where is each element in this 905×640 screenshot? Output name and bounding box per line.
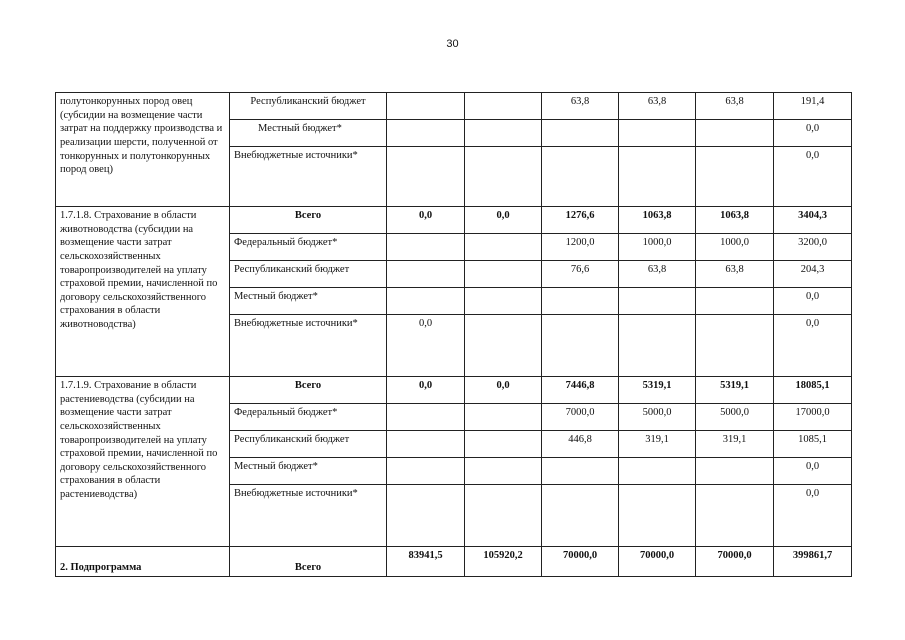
item-description: 1.7.1.8. Страхование в области животноводства (субсидии на возмещение части затрат сельскохозяйственных товаропроизводителей на уплату страховой премии, начисленной по договору сельскохозяйственного страхования в области животноводства) bbox=[56, 207, 230, 377]
funding-source: Внебюджетные источники* bbox=[230, 147, 387, 207]
value-cell: 70000,0 bbox=[542, 547, 619, 577]
funding-source: Федеральный бюджет* bbox=[230, 234, 387, 261]
table-row bbox=[56, 93, 852, 120]
value-cell bbox=[387, 431, 465, 458]
value-cell bbox=[542, 288, 619, 315]
value-cell: 5319,1 bbox=[619, 377, 696, 404]
value-cell bbox=[696, 147, 774, 207]
funding-source: Местный бюджет* bbox=[230, 288, 387, 315]
total-cell: 0,0 bbox=[774, 288, 852, 315]
value-cell: 0,0 bbox=[387, 377, 465, 404]
value-cell: 446,8 bbox=[542, 431, 619, 458]
value-cell bbox=[465, 404, 542, 431]
value-cell bbox=[696, 120, 774, 147]
value-cell: 1063,8 bbox=[619, 207, 696, 234]
item-description: 1.7.1.9. Страхование в области растениеводства (субсидии на возмещение части затрат сельскохозяйственных товаропроизводителей на уплату страховой премии, начисленной по договору сельскохозяйственного страхования в области растениеводства) bbox=[56, 377, 230, 547]
total-cell: 204,3 bbox=[774, 261, 852, 288]
value-cell: 63,8 bbox=[542, 93, 619, 120]
item-description: полутонкорунных пород овец (субсидии на возмещение части затрат на поддержку производства и реализации шерсти, полученной от тонкорунных и полутонкорунных пород овец) bbox=[56, 93, 230, 207]
value-cell bbox=[619, 147, 696, 207]
value-cell: 1000,0 bbox=[696, 234, 774, 261]
value-cell bbox=[542, 120, 619, 147]
total-cell: 18085,1 bbox=[774, 377, 852, 404]
total-cell: 191,4 bbox=[774, 93, 852, 120]
value-cell bbox=[696, 485, 774, 547]
value-cell: 63,8 bbox=[619, 261, 696, 288]
funding-source: Внебюджетные источники* bbox=[230, 485, 387, 547]
total-cell: 0,0 bbox=[774, 485, 852, 547]
funding-source: Местный бюджет* bbox=[230, 120, 387, 147]
value-cell bbox=[387, 261, 465, 288]
value-cell bbox=[387, 120, 465, 147]
value-cell bbox=[696, 315, 774, 377]
value-cell bbox=[465, 261, 542, 288]
value-cell bbox=[465, 93, 542, 120]
funding-source: Всего bbox=[230, 207, 387, 234]
value-cell: 1000,0 bbox=[619, 234, 696, 261]
table-row bbox=[56, 377, 852, 404]
value-cell bbox=[465, 485, 542, 547]
total-cell: 399861,7 bbox=[774, 547, 852, 577]
funding-source: Внебюджетные источники* bbox=[230, 315, 387, 377]
value-cell bbox=[387, 147, 465, 207]
funding-source: Всего bbox=[230, 547, 387, 577]
value-cell bbox=[465, 431, 542, 458]
value-cell: 70000,0 bbox=[696, 547, 774, 577]
total-cell: 0,0 bbox=[774, 458, 852, 485]
value-cell bbox=[465, 458, 542, 485]
value-cell bbox=[465, 120, 542, 147]
budget-table bbox=[55, 92, 852, 577]
value-cell bbox=[465, 234, 542, 261]
total-cell: 3404,3 bbox=[774, 207, 852, 234]
value-cell bbox=[696, 458, 774, 485]
funding-source: Республиканский бюджет bbox=[230, 431, 387, 458]
value-cell bbox=[619, 120, 696, 147]
value-cell: 319,1 bbox=[619, 431, 696, 458]
value-cell: 5000,0 bbox=[696, 404, 774, 431]
table-row bbox=[56, 207, 852, 234]
value-cell bbox=[619, 485, 696, 547]
value-cell: 1063,8 bbox=[696, 207, 774, 234]
value-cell: 7000,0 bbox=[542, 404, 619, 431]
value-cell bbox=[542, 315, 619, 377]
value-cell bbox=[619, 288, 696, 315]
value-cell: 0,0 bbox=[465, 207, 542, 234]
value-cell bbox=[542, 147, 619, 207]
value-cell bbox=[387, 404, 465, 431]
value-cell: 0,0 bbox=[387, 315, 465, 377]
total-cell: 0,0 bbox=[774, 147, 852, 207]
value-cell bbox=[465, 288, 542, 315]
value-cell: 105920,2 bbox=[465, 547, 542, 577]
value-cell bbox=[619, 315, 696, 377]
funding-source: Республиканский бюджет bbox=[230, 93, 387, 120]
funding-source: Федеральный бюджет* bbox=[230, 404, 387, 431]
total-cell: 17000,0 bbox=[774, 404, 852, 431]
value-cell: 0,0 bbox=[465, 377, 542, 404]
value-cell bbox=[619, 458, 696, 485]
funding-source: Республиканский бюджет bbox=[230, 261, 387, 288]
value-cell: 76,6 bbox=[542, 261, 619, 288]
value-cell bbox=[387, 234, 465, 261]
value-cell bbox=[696, 288, 774, 315]
value-cell: 5319,1 bbox=[696, 377, 774, 404]
value-cell bbox=[542, 485, 619, 547]
subprogram-row bbox=[56, 547, 852, 577]
value-cell bbox=[465, 315, 542, 377]
value-cell bbox=[542, 458, 619, 485]
value-cell bbox=[465, 147, 542, 207]
value-cell bbox=[387, 458, 465, 485]
value-cell: 63,8 bbox=[696, 261, 774, 288]
page-number: 30 bbox=[446, 38, 459, 50]
total-cell: 0,0 bbox=[774, 315, 852, 377]
subprogram-label: 2. Подпрограмма bbox=[56, 547, 230, 577]
value-cell: 70000,0 bbox=[619, 547, 696, 577]
total-cell: 1085,1 bbox=[774, 431, 852, 458]
value-cell: 0,0 bbox=[387, 207, 465, 234]
value-cell bbox=[387, 485, 465, 547]
value-cell: 83941,5 bbox=[387, 547, 465, 577]
value-cell: 5000,0 bbox=[619, 404, 696, 431]
value-cell: 63,8 bbox=[696, 93, 774, 120]
funding-source: Местный бюджет* bbox=[230, 458, 387, 485]
value-cell bbox=[387, 288, 465, 315]
total-cell: 3200,0 bbox=[774, 234, 852, 261]
value-cell: 1200,0 bbox=[542, 234, 619, 261]
funding-source: Всего bbox=[230, 377, 387, 404]
value-cell: 63,8 bbox=[619, 93, 696, 120]
value-cell: 7446,8 bbox=[542, 377, 619, 404]
value-cell: 1276,6 bbox=[542, 207, 619, 234]
value-cell bbox=[387, 93, 465, 120]
value-cell: 319,1 bbox=[696, 431, 774, 458]
total-cell: 0,0 bbox=[774, 120, 852, 147]
